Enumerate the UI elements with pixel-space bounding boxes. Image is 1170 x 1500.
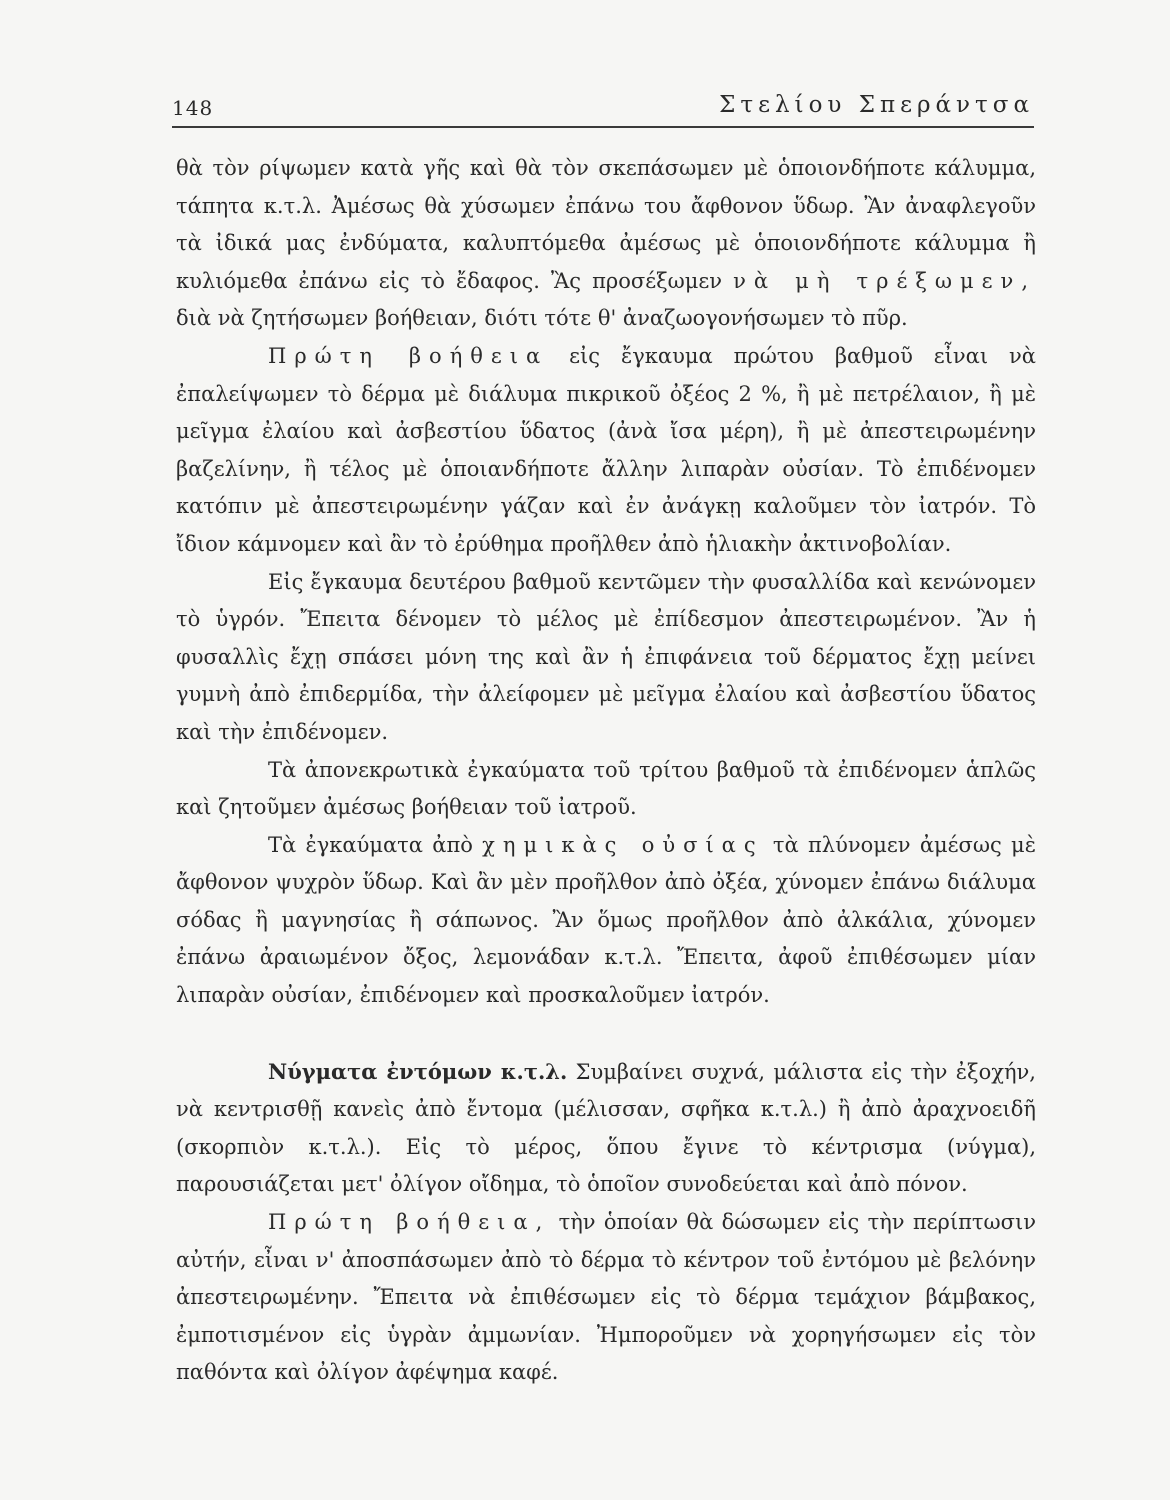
spaced-emphasis: νὰ μὴ τρέξωμεν,	[733, 268, 1036, 293]
paragraph-text: θὰ τὸν ρίψωμεν κατὰ γῆς καὶ θὰ τὸν σκεπάσωμεν μὲ ὁποιονδήποτε κάλυμμα, τάπητα κ.τ.λ. Ἀμέσως θὰ χύσωμεν ἐπάνω του ἄφθονον ὕδωρ. Ἂν ἀναφλεγοῦν τὰ ἰδικά μας ἐνδύματα, καλυπτόμεθα ἀμέσως μὲ ὁποιονδήποτε κάλυμμα ἢ κυλιόμεθα ἐπάνω εἰς τὸ ἔδαφος. Ἂς προσέξωμεν	[176, 156, 1036, 293]
paragraph-fire-clothing	[176, 150, 1036, 338]
spaced-emphasis: χημικὰς οὐσίας	[482, 832, 764, 857]
paragraph-chemical-burn	[176, 827, 1036, 1015]
paragraph-third-degree-burn: Τὰ ἀπονεκρωτικὰ ἐγκαύματα τοῦ τρίτου βαθμοῦ τὰ ἐπιδένομεν ἁπλῶς καὶ ζητοῦμεν ἀμέσως βοήθειαν τοῦ ἰατροῦ.	[176, 757, 1036, 820]
page-header	[172, 92, 1034, 128]
paragraph-text: τὴν ὁποίαν θὰ δώσωμεν εἰς τὴν περίπτωσιν αὐτήν, εἶναι ν' ἀποσπάσωμεν ἀπὸ τὸ δέρμα τὸ κέντρον τοῦ ἐντόμου μὲ βελόνην ἀπεστειρωμένην. Ἔπειτα νὰ ἐπιθέσωμεν εἰς τὸ δέρμα τεμάχιον βάμβακος, ἐμποτισμένον εἰς ὑγρὰν ἀμμωνίαν. Ἠμποροῦμεν νὰ χορηγήσωμεν εἰς τὸν παθόντα καὶ ὀλίγον ἀφέψημα καφέ.	[176, 1210, 1036, 1385]
spaced-emphasis: Πρώτη βοήθεια,	[268, 1210, 551, 1235]
section-heading: Νύγματα ἐντόμων κ.τ.λ.	[268, 1058, 568, 1084]
paragraph-insect-stings	[176, 1053, 1036, 1204]
paragraph-text: Τὰ ἐγκαύματα ἀπὸ	[268, 832, 473, 857]
paragraph-text: εἰς ἔγκαυμα πρώτου βαθμοῦ εἶναι νὰ ἐπαλείψωμεν τὸ δέρμα μὲ διάλυμα πικρικοῦ ὀξέος 2 %, ἢ μὲ πετρέλαιον, ἢ μὲ μεῖγμα ἐλαίου καὶ ἀσβεστίου ὕδατος (ἀνὰ ἴσα μέρη), ἢ μὲ ἀπεστειρωμένην βαζελίνην, ἢ τέλος μὲ ὁποιανδήποτε ἄλλην λιπαρὰν οὐσίαν. Τὸ ἐπιδένομεν κατόπιν μὲ ἀπεστειρωμένην γάζαν καὶ ἐν ἀνάγκῃ καλοῦμεν τὸν ἰατρόν. Τὸ ἴδιον κάμνομεν καὶ ἂν τὸ ἐρύθημα προῆλθεν ἀπὸ ἡλιακὴν ἀκτινοβολίαν.	[176, 343, 1036, 556]
page-number: 148	[172, 96, 214, 120]
paragraph-text: τὰ πλύνομεν ἀμέσως μὲ ἄφθονον ψυχρὸν ὕδωρ. Καὶ ἂν μὲν προῆλθον ἀπὸ ὀξέα, χύνομεν ἐπάνω διάλυμα σόδας ἢ μαγνησίας ἢ σάπωνος. Ἂν ὅμως προῆλθον ἀπὸ ἀλκάλια, χύνομεν ἐπάνω ἀραιωμένον ὄξος, λεμονάδαν κ.τ.λ. Ἔπειτα, ἀφοῦ ἐπιθέσωμεν μίαν λιπαρὰν οὐσίαν, ἐπιδένομεν καὶ προσκαλοῦμεν ἰατρόν.	[176, 832, 1036, 1008]
spaced-emphasis: Πρώτη βοήθεια	[268, 343, 549, 368]
running-title: Στελίου Σπεράντσα	[719, 92, 1034, 118]
paragraph-second-degree-burn: Εἰς ἔγκαυμα δευτέρου βαθμοῦ κεντῶμεν τὴν φυσαλλίδα καὶ κενώνομεν τὸ ὑγρόν. Ἔπειτα δένομεν τὸ μέλος μὲ ἐπίδεσμον ἀπεστειρωμένον. Ἂν ἡ φυσαλλὶς ἔχῃ σπάσει μόνη της καὶ ἂν ἡ ἐπιφάνεια τοῦ δέρματος ἔχῃ μείνει γυμνὴ ἀπὸ ἐπιδερμίδα, τὴν ἀλείφομεν μὲ μεῖγμα ἐλαίου καὶ ἀσβεστίου ὕδατος καὶ τὴν ἐπιδένομεν.	[176, 569, 1036, 744]
paragraph-text: Συμβαίνει συχνά, μάλιστα εἰς τὴν ἐξοχήν, νὰ κεντρισθῇ κανεὶς ἀπὸ ἔντομα (μέλισσαν, σφῆκα κ.τ.λ.) ἢ ἀπὸ ἀραχνοειδῆ (σκορπιὸν κ.τ.λ.). Εἰς τὸ μέρος, ὅπου ἔγινε τὸ κέντρισμα (νύγμα), παρουσιάζεται μετ' ὀλίγον οἴδημα, τὸ ὁποῖον συνοδεύεται καὶ ἀπὸ πόνον.	[176, 1059, 1036, 1197]
paragraph-first-degree-burn	[176, 338, 1036, 564]
body-text	[176, 150, 1036, 1392]
paragraph-sting-first-aid	[176, 1204, 1036, 1392]
paragraph-text: διὰ νὰ ζητήσωμεν βοήθειαν, διότι τότε θ' ἀναζωογονήσωμεν τὸ πῦρ.	[176, 306, 908, 331]
